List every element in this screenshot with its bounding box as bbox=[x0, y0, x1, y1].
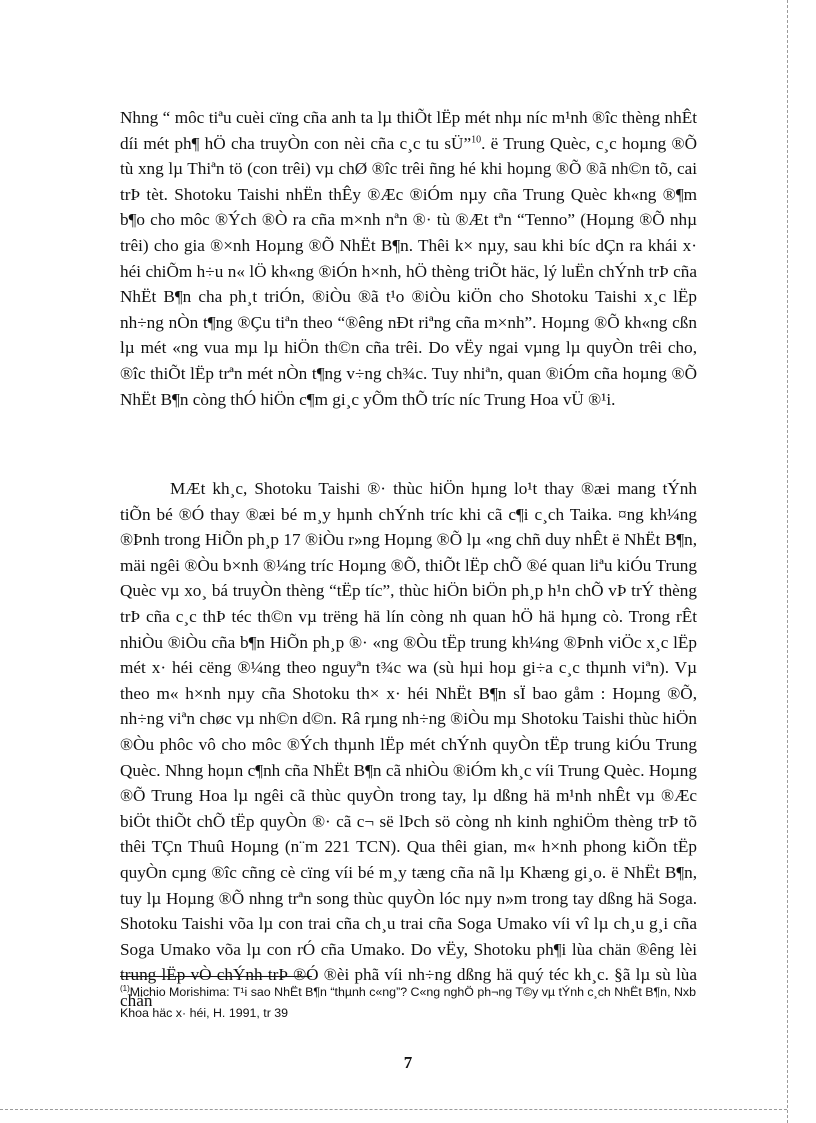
footnote bbox=[120, 982, 697, 1024]
paragraph-shotoku-reforms: MÆt kh¸c, Shotoku Taishi ®· thùc hiÖn hµng lo¹t thay ®æi mang tÝnh tiÕn bé ®Ó thay ®æi bé m¸y hµnh chÝnh tríc khi cã c¶i c¸ch Taika. ¤ng kh¼ng ®Þnh trong HiÕn ph¸p 17 ®iÒu r»ng Hoµng ®Õ lµ «ng chñ duy nhÊt ë NhËt B¶n, mäi ngêi ®Òu b×nh ®¼ng tríc Hoµng ®Õ, thiÕt lËp chÕ ®é quan liªu kiÓu Trung Quèc vµ xo¸ bá truyÒn thèng “tËp tíc”, thùc hiÖn biÖn ph¸p h¹n chÕ vÞ trÝ thèng trÞ cña c¸c thÞ téc th©n vµ trëng hä lín còng nh quan hÖ hä hµng cò. Trong rÊt nhiÒu ®iÒu cña b¶n HiÕn ph¸p ®· «ng ®Òu tËp trung kh¼ng ®Þnh viÖc x¸c lËp mét x· héi cëng ®¼ng theo nguyªn t¾c wa (sù hµi hoµ gi÷a c¸c thµnh viªn). Vµ theo m« h×nh nµy cña Shotoku th× x· héi NhËt B¶n sÏ bao gåm : Hoµng ®Õ, nh÷ng viªn chøc vµ nh©n d©n. Râ rµng nh÷ng ®iÒu mµ Shotoku Taishi thùc hiÖn ®Òu phôc vô cho môc ®Ých thµnh lËp mét chÝnh quyÒn tËp trung kiÓu Trung Quèc. Nhng hoµn c¶nh cña NhËt B¶n cã nhiÒu ®iÓm kh¸c víi Trung Quèc. Hoµng ®Õ Trung Hoa lµ ngêi cã thùc quyÒn trong tay, lµ dßng hä m¹nh nhÊt vµ ®Æc biÖt thiÕt chÕ tËp quyÒn ®· cã c¬ së lÞch sö còng nh kinh nghiÖm thèng trÞ tõ thêi TÇn Thuû Hoµng (n¨m 221 TCN). Qua thêi gian, m« h×nh phong kiÕn tËp quyÒn cµng ®îc cñng cè cïng víi bé m¸y tæng cña nã lµ Khæng gi¸o. ë NhËt B¶n, tuy lµ Hoµng ®Õ nhng trªn song thùc quyÒn lóc nµy n»m trong tay dßng hä Soga. Shotoku Taishi võa lµ con trai cña ch¸u trai cña Soga Umako víi vî lµ ch¸u g¸i cña Soga Umako võa lµ con rÓ cña Umako. Do vËy, Shotoku ph¶i lùa chän ®êng lèi trung lËp vÒ chÝnh trÞ ®Ó ®èi phã víi nh÷ng dßng hä quý téc kh¸c. §ã lµ sù lùa chän bbox=[120, 479, 697, 1010]
paragraph-1-continuation: . ë Trung Quèc, c¸c hoµng ®Õ tù xng lµ Thiªn tö (con trêi) vµ chØ ®îc trêi ñng hé khi hoµng ®Õ ®ã nh©n tõ, cai trÞ tèt. Shotoku Taishi nhËn thÊy ®Æc ®iÓm nµy cña Trung Quèc kh«ng ®¶m b¶o cho môc ®Ých ®Ò ra cña m×nh nªn ®· tù ®Æt tªn “Tenno” (Hoµng ®Õ nhµ trêi) cho gia ®×nh Hoµng ®Õ NhËt B¶n. Thêi k× nµy, sau khi bíc dÇn ra khái x· héi chiÕm h÷u n« lÖ kh«ng ®iÓn h×nh, hÖ thèng triÕt häc, lý luËn chÝnh trÞ cña NhËt B¶n cha ph¸t triÓn, ®iÒu ®ã t¹o ®iÒu kiÖn cho Shotoku Taishi x¸c lËp nh÷ng nÒn t¶ng ®Çu tiªn theo “®êng nÐt riªng cña m×nh”. Hoµng ®Õ kh«ng cßn lµ mét «ng vua mµ lµ hiÖn th©n cña trêi. Do vËy ngai vµng lµ quyÒn trêi cho, ®îc thiÕt lËp trªn mét nÒn t¶ng v÷ng ch¾c. Tuy nhiªn, quan ®iÓm cña hoµng ®Õ NhËt B¶n còng thÓ hiÖn c¶m gi¸c yÕm thÕ tríc níc Trung Hoa vÜ ®¹i. bbox=[120, 133, 698, 409]
footnote-separator bbox=[120, 976, 312, 977]
page-number: 7 bbox=[403, 1053, 413, 1072]
paragraph-1-text: Nhng “ môc tiªu cuèi cïng cña anh ta lµ thiÕt lËp mét nhµ níc m¹nh ®îc thèng nhÊt díi mét ph¶ hÖ cha truyÒn con nèi cña c¸c tu sÜ” bbox=[120, 108, 697, 153]
footnote-marker: (1) bbox=[120, 983, 130, 993]
footnote-text: Michio Morishima: T¹i sao NhËt B¶n “thµnh c«ng”? C«ng nghÖ ph¬ng T©y vµ tÝnh c¸ch NhËt B¶n, Nxb Khoa häc x· héi, H. 1991, tr 39 bbox=[120, 985, 696, 1020]
page-frame-vertical-line bbox=[787, 0, 788, 1123]
page-frame-horizontal-line bbox=[0, 1109, 787, 1110]
footnote-reference: 10 bbox=[471, 133, 482, 145]
paragraph-shotoku-goal bbox=[120, 105, 697, 412]
